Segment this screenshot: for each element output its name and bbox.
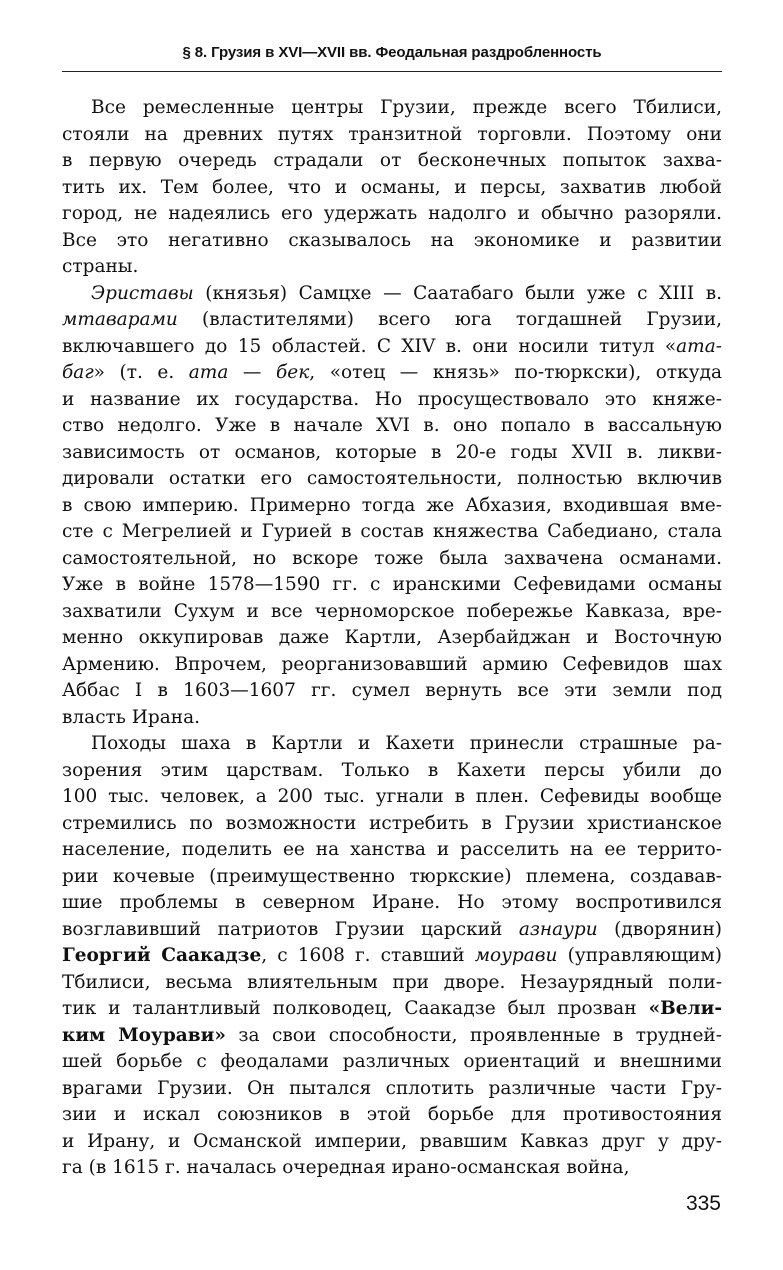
text-line [62, 731, 722, 758]
text-line [62, 360, 722, 387]
text-run: (управляющим) [557, 945, 722, 966]
text-line [62, 1023, 722, 1050]
text-line [62, 175, 722, 202]
text-line [62, 625, 722, 652]
text-line [62, 1076, 722, 1103]
text-run: население, поделить ее на ханства и расселить на ее террито- [62, 839, 722, 860]
text-line [62, 758, 722, 785]
text-run: зии и искал союзников в этой борьбе для противостояния [62, 1104, 722, 1125]
body-text [62, 95, 722, 1182]
text-run: Тбилиси, весьма влиятельным при дворе. Незаурядный поли- [62, 971, 722, 993]
text-line [62, 1129, 722, 1156]
text-run: Все ремесленные центры Грузии, прежде всего Тбилиси, [91, 97, 722, 118]
text-line [62, 466, 722, 493]
text-line [62, 493, 722, 520]
text-line [62, 970, 722, 997]
italic-term: ата [188, 362, 229, 383]
text-run: шие проблемы в северном Иране. Но этому воспротивился [62, 892, 722, 913]
paragraph [62, 281, 722, 732]
text-run: и Ирану, и Османской империи, рвавшим Кавказ друг у дру- [62, 1130, 722, 1152]
bold-term: «Вели- [648, 998, 722, 1019]
text-run: в первую очередь страдали от бесконечных попыток захва- [62, 150, 722, 171]
bold-term: Георгий Саакадзе [62, 945, 262, 966]
text-line [62, 811, 722, 838]
text-line [62, 334, 722, 361]
text-run: Уже в войне 1578—1590 гг. с иранскими Сефевидами османы [62, 574, 722, 595]
paragraph [62, 731, 722, 1182]
text-run: стояли на древних путях транзитной торговли. Поэтому они [62, 123, 722, 145]
text-run: дировали остатки его самостоятельности, полностью включив [62, 468, 722, 489]
text-line [62, 1049, 722, 1076]
text-run: , «отец — князь» по-тюркски), откуда [309, 362, 723, 383]
text-line [62, 201, 722, 228]
text-run: зорения этим царствам. Только в Кахети персы убили до [62, 759, 722, 781]
text-run: рии кочевые (преимущественно тюркские) племена, создавав- [62, 865, 722, 887]
text-run: стремились по возможности истребить в Грузии христианское [62, 812, 722, 834]
text-line [62, 281, 722, 308]
text-line [62, 148, 722, 175]
bold-term: ким Моурави» [62, 1024, 226, 1046]
text-line [62, 1102, 722, 1129]
text-line [62, 122, 722, 149]
text-run: тик и талантливый полководец, Саакадзе был прозван [62, 998, 649, 1019]
text-run: Аббас I в 1603—1607 гг. сумел вернуть все эти земли под [62, 680, 722, 701]
text-run: в свою империю. Примерно тогда же Абхазия, входившая вме- [62, 494, 722, 516]
italic-term: азнаури [518, 918, 598, 940]
text-line [62, 996, 722, 1023]
text-run: » (т. е. [93, 362, 189, 383]
text-line [62, 387, 722, 414]
text-line [62, 413, 722, 440]
text-line [62, 254, 722, 281]
header-rule [62, 71, 722, 72]
paragraph [62, 95, 722, 281]
text-run: га (в 1615 г. началась очередная ирано-османская война, [62, 1157, 630, 1178]
italic-term: ата- [676, 335, 722, 357]
text-line [62, 943, 722, 970]
text-line [62, 652, 722, 679]
text-line [62, 705, 722, 732]
text-run: тить их. Тем более, что и османы, и персы, захватив любой [62, 176, 722, 198]
text-line [62, 890, 722, 917]
text-run: город, не надеялись его удержать надолго и обычно разоряли. [62, 203, 722, 224]
text-run: Армению. Впрочем, реорганизовавший армию Сефевидов шах [62, 653, 722, 675]
text-line [62, 784, 722, 811]
text-line [62, 864, 722, 891]
running-header: § 8. Грузия в XVI—XVII вв. Феодальная раздробленность [182, 44, 602, 61]
text-line [62, 599, 722, 626]
text-line [62, 519, 722, 546]
italic-term: мтаварами [62, 309, 178, 330]
text-line [62, 917, 722, 944]
text-line [62, 678, 722, 705]
text-run: захватили Сухум и все черноморское побережье Кавказа, вре- [62, 600, 722, 622]
text-run: власть Ирана. [62, 706, 200, 728]
text-line [62, 837, 722, 864]
text-run: зависимость от османов, которые в 20-е годы XVII в. ликви- [62, 441, 722, 463]
italic-term: бек [275, 362, 310, 383]
text-line [62, 228, 722, 255]
text-line [62, 1155, 722, 1182]
text-run: возглавивший патриотов Грузии царский [62, 918, 519, 940]
text-run: (властителями) всего юга тогдашней Грузии, [177, 309, 722, 330]
text-line [62, 572, 722, 599]
text-run: (князья) Самцхе — Саатабаго были уже с XIII в. [193, 282, 722, 304]
text-run: , с 1608 г. ставший [261, 945, 475, 966]
page-number: 335 [685, 1192, 721, 1215]
text-line [62, 307, 722, 334]
text-run: менно оккупировав даже Картли, Азербайджан и Восточную [62, 627, 722, 648]
text-run: 100 тыс. человек, а 200 тыс. угнали в плен. Сефевиды вообще [62, 786, 722, 807]
text-run: страны. [62, 256, 139, 277]
italic-term: баг [62, 362, 94, 383]
text-run: самостоятельной, но вскоре тоже была захвачена османами. [62, 547, 722, 569]
text-run: врагами Грузии. Он пытался сплотить различные части Гру- [62, 1077, 722, 1099]
text-line [62, 95, 722, 122]
text-line [62, 440, 722, 467]
text-run: (дворянин) [597, 918, 722, 940]
text-line [62, 546, 722, 573]
italic-term: моурави [474, 945, 558, 966]
text-run: — [228, 362, 276, 383]
text-run: и название их государства. Но просуществовало это княже- [62, 388, 722, 410]
text-run: включавшего до 15 областей. С XIV в. они носили титул « [62, 335, 677, 357]
text-run: шей борьбе с феодалами различных ориентаций и внешними [62, 1051, 722, 1072]
text-run: ство недолго. Уже в начале XVI в. оно попало в вассальную [62, 415, 722, 436]
text-run: за свои способности, проявленные в трудней- [225, 1024, 722, 1046]
text-run: сте с Мегрелией и Гурией в состав княжества Сабедиано, стала [62, 521, 722, 542]
text-run: Все это негативно сказывалось на экономике и развитии [62, 229, 722, 251]
italic-term: Эриставы [91, 282, 194, 304]
text-run: Походы шаха в Картли и Кахети принесли страшные ра- [91, 733, 722, 754]
